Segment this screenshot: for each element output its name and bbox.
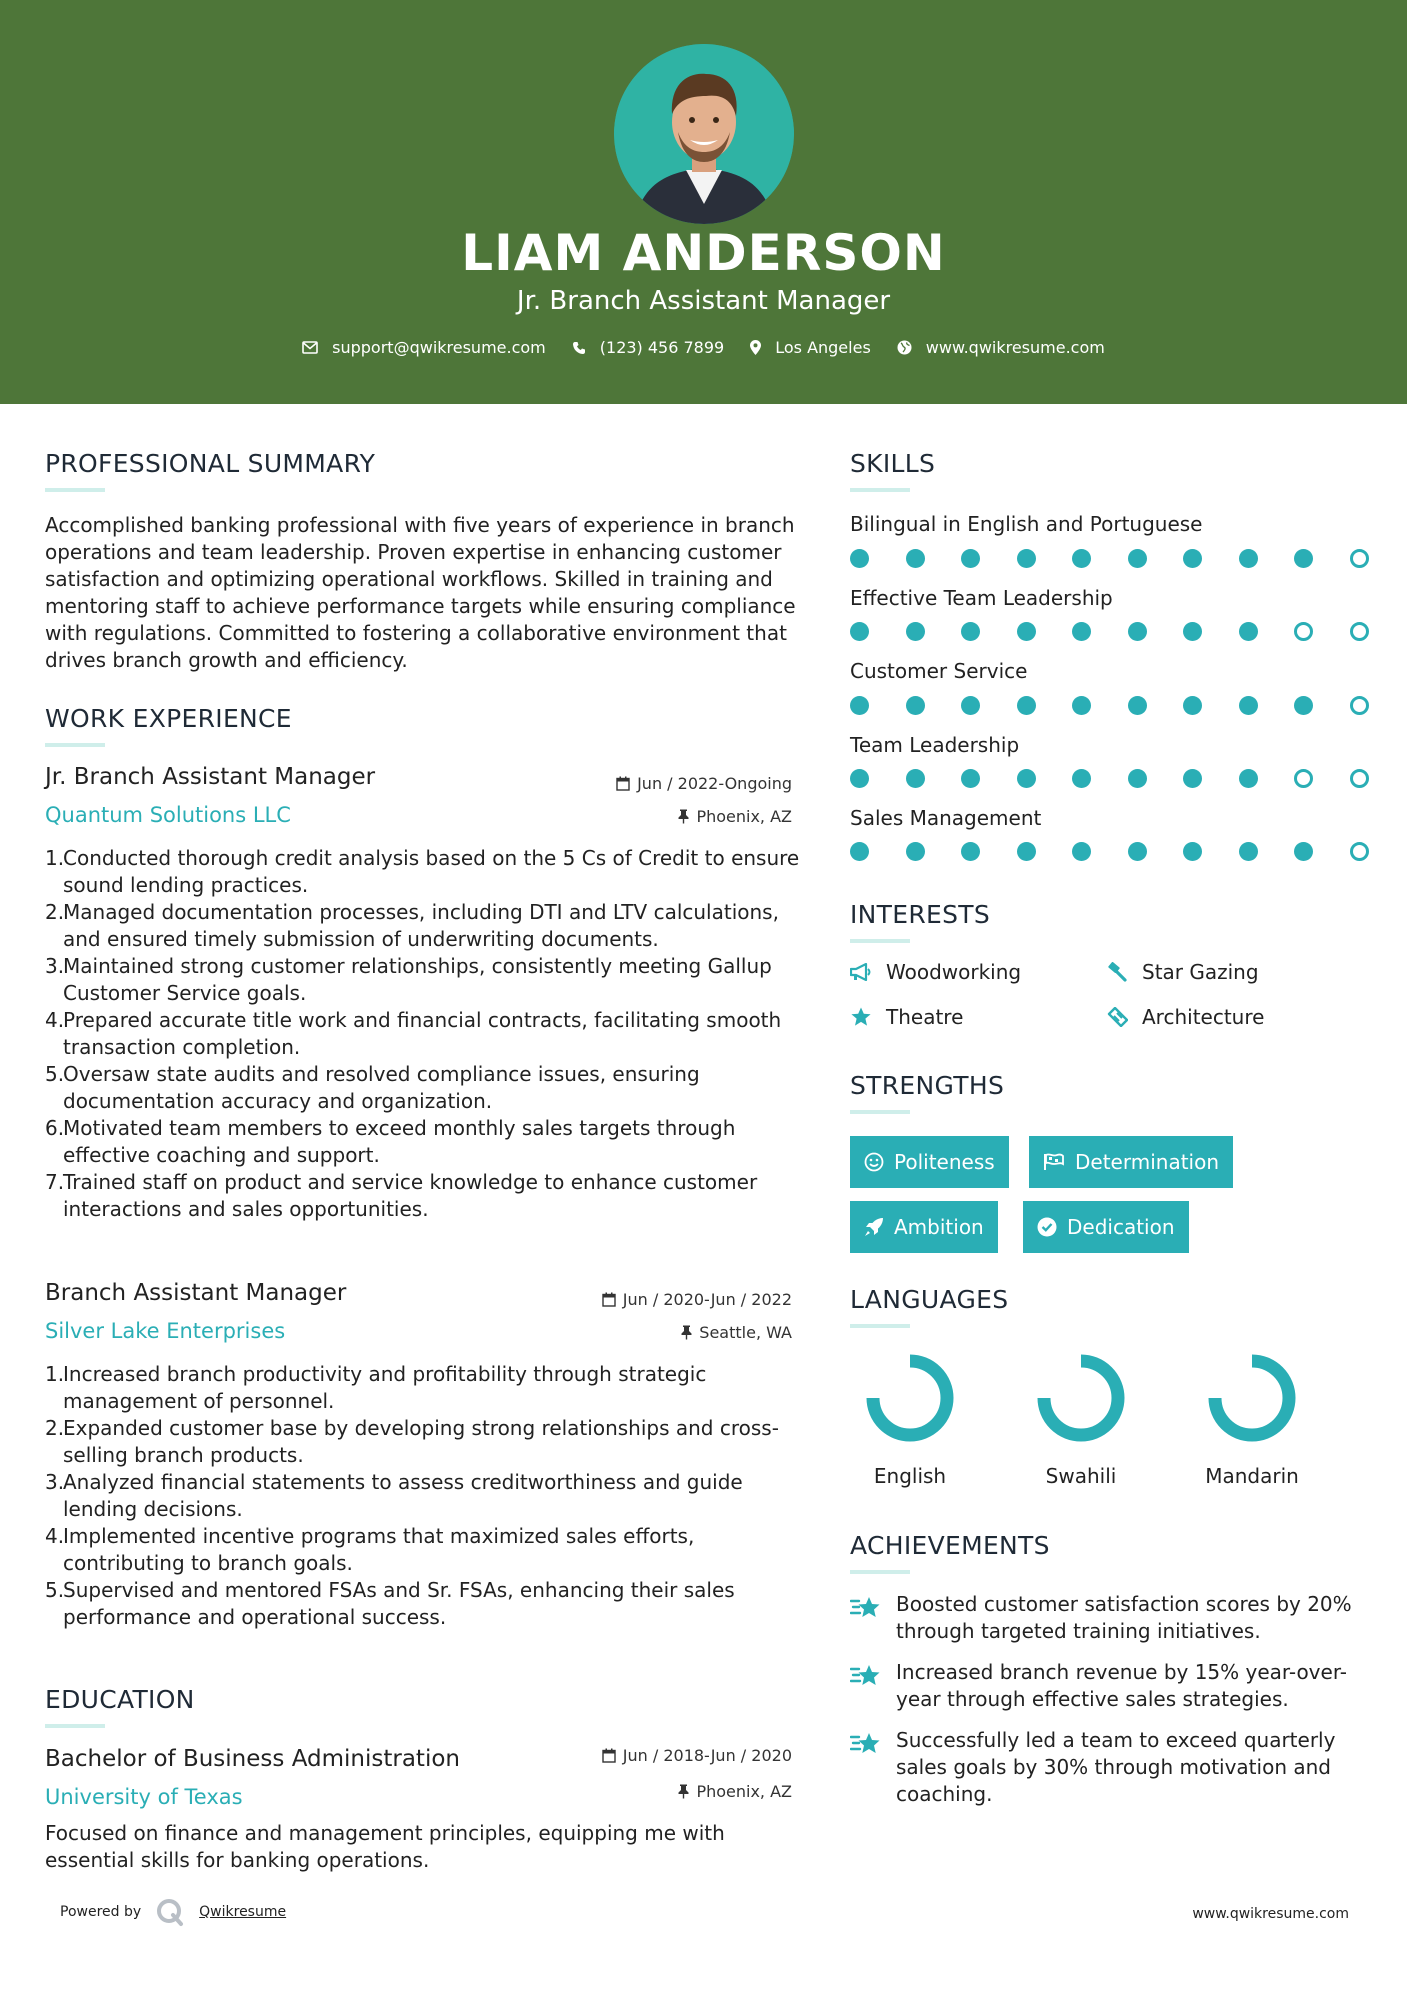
profile-photo: [614, 44, 794, 224]
phone-icon: [572, 341, 586, 355]
summary-underline: [45, 488, 105, 492]
skill-dot-filled: [1017, 549, 1036, 568]
skill-dot-filled: [850, 622, 869, 641]
skill-dot-filled: [1128, 769, 1147, 788]
list-item: 6. Motivated team members to exceed monthly sales targets through effective coaching and support.: [45, 1116, 736, 1167]
candidate-title: Jr. Branch Assistant Manager: [516, 286, 891, 316]
skill-dot-filled: [1072, 622, 1091, 641]
skill-dot-filled: [850, 696, 869, 715]
skill-label: Sales Management: [850, 806, 1042, 830]
skill-dot-filled: [961, 769, 980, 788]
strength-badge: Politeness: [850, 1136, 1009, 1188]
skill-dot-filled: [906, 769, 925, 788]
skill-dot-filled: [1294, 549, 1313, 568]
powered-by-label: Powered by: [60, 1904, 142, 1920]
map-pin-icon: [750, 340, 761, 355]
strength-badge: Ambition: [850, 1201, 998, 1253]
interest-item: Woodworking: [850, 960, 1021, 984]
education-dates-text: Jun / 2018-Jun / 2020: [622, 1746, 792, 1765]
skill-label: Customer Service: [850, 659, 1028, 683]
skill-dot-filled: [961, 696, 980, 715]
skill-dot-filled: [1239, 549, 1258, 568]
skill-dot-filled: [1183, 842, 1202, 861]
gavel-icon: [1106, 962, 1128, 982]
contact-email[interactable]: [302, 338, 546, 357]
skill-rating: [850, 769, 1370, 789]
skill-dot-filled: [1072, 549, 1091, 568]
job-responsibilities: [45, 845, 805, 1223]
skill-dot-filled: [850, 842, 869, 861]
job-dates-text: Jun / 2020-Jun / 2022: [622, 1290, 792, 1309]
language-item: English: [840, 1348, 980, 1498]
header-banner: [0, 0, 1407, 404]
skill-dot-filled: [1072, 696, 1091, 715]
skill-dot-filled: [1017, 769, 1036, 788]
contact-email-text: support@qwikresume.com: [332, 338, 546, 357]
education-heading: EDUCATION: [45, 1685, 195, 1714]
contact-website-text: www.qwikresume.com: [925, 338, 1105, 357]
languages-underline: [850, 1324, 910, 1328]
skill-dot-filled: [1017, 622, 1036, 641]
skill-dot-filled: [1183, 769, 1202, 788]
language-item: Swahili: [1011, 1348, 1151, 1498]
strengths-underline: [850, 1110, 910, 1114]
skill-dot-filled: [906, 696, 925, 715]
language-gauge-arc: [1044, 1361, 1118, 1435]
summary-heading: PROFESSIONAL SUMMARY: [45, 449, 376, 478]
skill-dot-filled: [1017, 696, 1036, 715]
skill-dot-filled: [1183, 696, 1202, 715]
skill-rating: [850, 842, 1370, 862]
skill-dot-filled: [1239, 842, 1258, 861]
company-name: Quantum Solutions LLC: [45, 803, 291, 827]
skill-dot-empty: [1350, 622, 1369, 641]
skill-dot-filled: [961, 549, 980, 568]
list-item: 3. Analyzed financial statements to assess creditworthiness and guide lending decisions.: [45, 1470, 743, 1521]
job-location: [500, 1323, 792, 1342]
interest-item: Star Gazing: [1106, 960, 1259, 984]
skill-dot-filled: [1128, 549, 1147, 568]
job-title: Branch Assistant Manager: [45, 1280, 347, 1306]
skill-dot-filled: [1239, 696, 1258, 715]
skill-dot-filled: [1128, 696, 1147, 715]
contact-phone[interactable]: [572, 338, 724, 357]
language-item: Mandarin: [1182, 1348, 1322, 1498]
calendar-icon: [602, 1748, 616, 1763]
job-location-text: Phoenix, AZ: [696, 807, 792, 826]
list-item: 4. Prepared accurate title work and financial contracts, facilitating smooth transaction completion.: [45, 1008, 782, 1059]
skill-label: Team Leadership: [850, 733, 1020, 757]
smile-icon: [864, 1152, 884, 1172]
skill-rating: [850, 696, 1370, 716]
skill-dot-filled: [1294, 842, 1313, 861]
skill-dot-filled: [906, 842, 925, 861]
list-item: 2. Managed documentation processes, including DTI and LTV calculations, and ensured timely submission of underwriting documents.: [45, 900, 779, 951]
achievement-item: Successfully led a team to exceed quarterly sales goals by 30% through motivation and coaching.: [850, 1727, 1370, 1808]
contact-phone-text: (123) 456 7899: [599, 338, 725, 357]
skill-dot-filled: [1239, 622, 1258, 641]
list-item: 3. Maintained strong customer relationships, consistently meeting Gallup Customer Service goals.: [45, 954, 772, 1005]
brand-link[interactable]: Qwikresume: [199, 1904, 287, 1920]
skill-dot-empty: [1350, 769, 1369, 788]
strength-badge: Dedication: [1023, 1201, 1189, 1253]
education-location-text: Phoenix, AZ: [696, 1782, 792, 1801]
achievement-item: Increased branch revenue by 15% year-over-year through effective sales strategies.: [850, 1659, 1370, 1713]
list-item: 5. Supervised and mentored FSAs and Sr. FSAs, enhancing their sales performance and operational success.: [45, 1578, 735, 1629]
list-item: 4. Implemented incentive programs that maximized sales efforts, contributing to branch goals.: [45, 1524, 695, 1575]
list-item: 2. Expanded customer base by developing strong relationships and cross-selling branch products.: [45, 1416, 779, 1467]
footer-powered-by: [60, 1897, 286, 1927]
trophy-star-icon: [850, 1661, 884, 1691]
skill-dot-filled: [1072, 842, 1091, 861]
languages-heading: LANGUAGES: [850, 1285, 1009, 1314]
skill-dot-filled: [850, 549, 869, 568]
trophy-star-icon: [850, 1729, 884, 1759]
school-name: University of Texas: [45, 1785, 243, 1809]
interests-underline: [850, 939, 910, 943]
skill-dot-filled: [906, 622, 925, 641]
education-underline: [45, 1724, 105, 1728]
skill-label: Bilingual in English and Portuguese: [850, 512, 1203, 536]
degree-title: Bachelor of Business Administration: [45, 1746, 460, 1772]
list-item: 7. Trained staff on product and service knowledge to enhance customer interactions and sales opportunities.: [45, 1170, 758, 1221]
skill-dot-empty: [1294, 769, 1313, 788]
star-icon: [850, 1007, 872, 1027]
skill-dot-filled: [1183, 622, 1202, 641]
language-gauge-arc: [873, 1361, 947, 1435]
list-item: 1. Increased branch productivity and profitability through strategic management of personnel.: [45, 1362, 707, 1413]
trophy-star-icon: [850, 1593, 884, 1623]
experience-underline: [45, 743, 105, 747]
strength-badge: Determination: [1029, 1136, 1233, 1188]
qwikresume-logo-icon: [155, 1897, 185, 1927]
skill-dot-empty: [1294, 622, 1313, 641]
calendar-icon: [616, 776, 630, 791]
pushpin-icon: [678, 809, 689, 824]
contact-website[interactable]: [897, 338, 1105, 357]
megaphone-icon: [850, 963, 872, 981]
skill-dot-filled: [1128, 622, 1147, 641]
strengths-heading: STRENGTHS: [850, 1071, 1005, 1100]
skill-dot-filled: [961, 622, 980, 641]
footer-url[interactable]: www.qwikresume.com: [1192, 1906, 1349, 1922]
job-location: [500, 807, 792, 826]
skill-dot-empty: [1350, 549, 1369, 568]
pushpin-icon: [678, 1784, 689, 1799]
job-dates: [500, 774, 792, 793]
job-responsibilities: [45, 1361, 805, 1631]
skill-dot-empty: [1350, 842, 1369, 861]
experience-heading: WORK EXPERIENCE: [45, 704, 292, 733]
skill-dot-filled: [1017, 842, 1036, 861]
check-circle-icon: [1037, 1217, 1057, 1237]
flag-icon: [1043, 1153, 1065, 1171]
skills-heading: SKILLS: [850, 449, 936, 478]
skill-label: Effective Team Leadership: [850, 586, 1113, 610]
summary-text: Accomplished banking professional with five years of experience in branch operations and team leadership. Proven expertise in enhancing customer satisfaction and optimizing operational workflows. Skilled in training and mentoring staff to achieve performance targets while ensuring compliance with regulations. Committed to fostering a collaborative environment that drives branch growth and efficiency.: [45, 513, 796, 672]
list-item: 5. Oversaw state audits and resolved compliance issues, ensuring documentation accuracy and organization.: [45, 1062, 700, 1113]
skill-dot-filled: [1128, 842, 1147, 861]
globe-icon: [897, 340, 912, 355]
education-text: Focused on finance and management principles, equipping me with essential skills for banking operations.: [45, 1821, 725, 1872]
skill-dot-filled: [906, 549, 925, 568]
job-dates: [500, 1290, 792, 1309]
contact-location-text: Los Angeles: [775, 338, 871, 357]
calendar-icon: [602, 1292, 616, 1307]
education-dates: [500, 1746, 792, 1765]
company-name: Silver Lake Enterprises: [45, 1319, 286, 1343]
contact-location: [750, 338, 871, 357]
pushpin-icon: [681, 1325, 692, 1340]
skill-dot-filled: [961, 842, 980, 861]
interest-item: Architecture: [1106, 1005, 1264, 1029]
language-gauge: [1182, 1348, 1322, 1448]
language-gauge-arc: [1215, 1361, 1289, 1435]
achievements-heading: ACHIEVEMENTS: [850, 1531, 1050, 1560]
achievements-underline: [850, 1570, 910, 1574]
job-dates-text: Jun / 2022-Ongoing: [637, 774, 792, 793]
skill-dot-filled: [1294, 696, 1313, 715]
skill-dot-empty: [1350, 696, 1369, 715]
rocket-icon: [864, 1217, 884, 1237]
skill-rating: [850, 549, 1370, 569]
job-title: Jr. Branch Assistant Manager: [45, 764, 376, 790]
skills-underline: [850, 488, 910, 492]
language-gauge: [1011, 1348, 1151, 1448]
skill-dot-filled: [1072, 769, 1091, 788]
education-location: [500, 1782, 792, 1801]
candidate-name: LIAM ANDERSON: [461, 224, 946, 282]
skill-rating: [850, 622, 1370, 642]
interest-item: Theatre: [850, 1005, 963, 1029]
achievement-item: Boosted customer satisfaction scores by 20% through targeted training initiatives.: [850, 1591, 1370, 1645]
skill-dot-filled: [850, 769, 869, 788]
list-item: 1. Conducted thorough credit analysis based on the 5 Cs of Credit to ensure sound lending practices.: [45, 846, 800, 897]
job-location-text: Seattle, WA: [699, 1323, 792, 1342]
language-gauge: [840, 1348, 980, 1448]
ticket-icon: [1106, 1007, 1128, 1027]
contact-bar: [0, 338, 1407, 357]
skill-dot-filled: [1239, 769, 1258, 788]
interests-heading: INTERESTS: [850, 900, 991, 929]
skill-dot-filled: [1183, 549, 1202, 568]
envelope-icon: [302, 341, 318, 354]
